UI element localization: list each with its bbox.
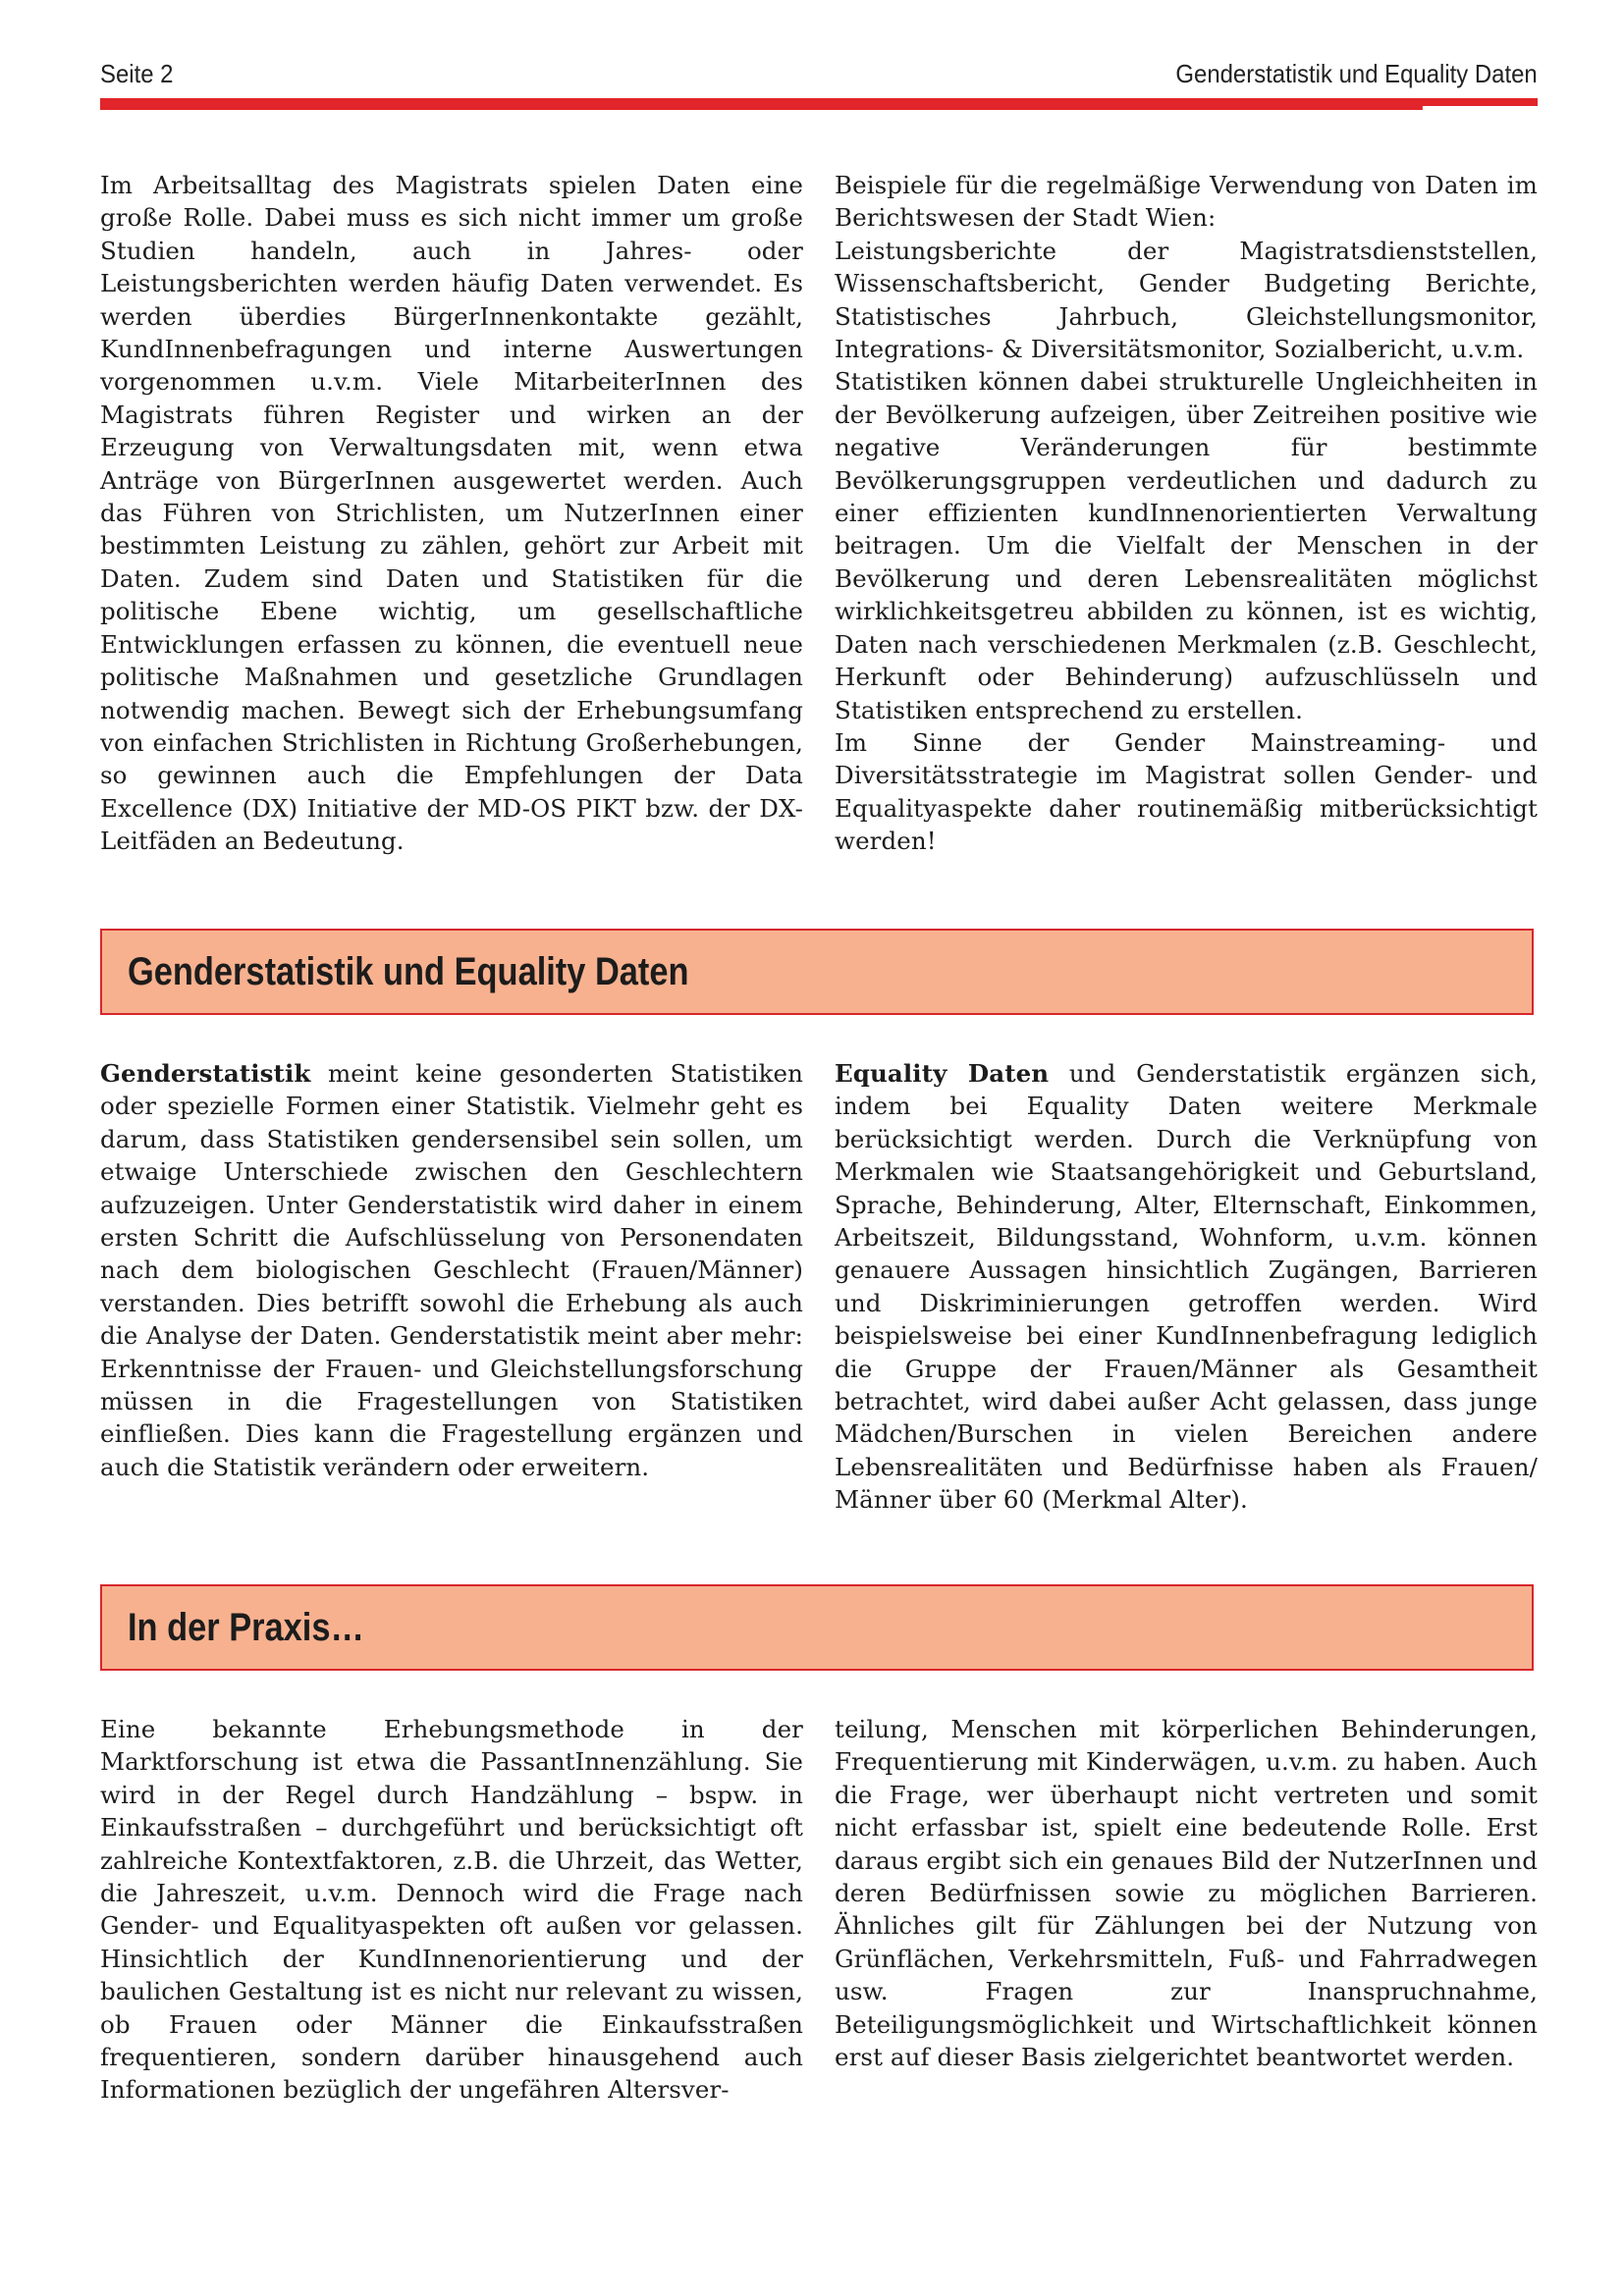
section2-columns [100, 1713, 1538, 2107]
intro-left-column [100, 169, 803, 858]
header-rule [100, 98, 1538, 106]
section-heading: Genderstatistik und Equality Daten [128, 950, 689, 993]
term-genderstatistik: Genderstatistik [100, 1059, 311, 1088]
section1-right-text: und Genderstatistik ergänzen sich, indem bei Equality Daten weitere Merkmale berücksichtigt werden. Durch die Verknüpfung von Merkmalen wie Staatsangehörigkeit und Geburtsland, Sprache, Behinderung, Alter, Elternschaft, Einkommen, Arbeitszeit, Bildungsstand, Wohnform, u.v.m. können genauere Aussagen hinsichtlich Zugängen, Barrieren und Diskriminierungen getroffen werden. Wird beispielsweise bei einer KundInnenbefragung lediglich die Gruppe der Frauen/Männer als Gesamtheit betrachtet, wird dabei außer Acht gelassen, dass junge Mädchen/Burschen in vielen Bereichen andere Lebensrealitäten und Bedürfnisse haben als Frauen/ Männer über 60 (Merkmal Alter). [835, 1059, 1538, 1515]
section2-left-column [100, 1713, 803, 2107]
section-heading: In der Praxis… [128, 1606, 364, 1649]
section1-right-paragraph [835, 1057, 1538, 1517]
intro-columns [100, 169, 1538, 858]
section1-right-column [835, 1057, 1538, 1517]
section1-left-paragraph [100, 1057, 803, 1483]
running-title: Genderstatistik und Equality Daten [1175, 59, 1538, 88]
intro-right-paragraph-3: Statistiken können dabei strukturelle Ungleichheiten in der Bevölkerung aufzeigen, über Zeitreihen positive wie negative Veränderungen für bestimmte Bevölkerungsgruppen verdeutlichen und dadurch zu einer effizienten kundInnenorientierten Verwaltung beitragen. Um die Vielfalt der Menschen in der Bevölkerung und deren Lebensrealitäten möglichst wirklichkeitsgetreu abbilden zu können, ist es wichtig, Daten nach verschiedenen Merkmalen (z.B. Geschlecht, Herkunft oder Behinderung) aufzuschlüsseln und Statistiken entsprechend zu erstellen. [835, 367, 1538, 724]
section2-right-paragraph: teilung, Menschen mit körperlichen Behinderungen, Frequentierung mit Kinderwägen, u.v.m. zu haben. Auch die Frage, wer überhaupt nicht vertreten und somit nicht erfassbar ist, spielt eine bedeutende Rolle. Erst daraus ergibt sich ein genaues Bild der NutzerInnen und deren Bedürfnissen sowie zu möglichen Barrieren. Ähnliches gilt für Zählungen bei der Nutzung von Grünflächen, Verkehrsmitteln, Fuß- und Fahrradwegen usw. Fragen zur Inanspruchnahme, Beteiligungsmöglichkeit und Wirtschaftlichkeit können erst auf dieser Basis zielgerichtet beantwortet werden. [835, 1715, 1538, 2072]
intro-right-paragraph-4: Im Sinne der Gender Mainstreaming- und Diversitätsstrategie im Magistrat sollen Gender- und Equalityaspekte daher routinemäßig mitberücksichtigt werden! [835, 727, 1538, 856]
intro-left-paragraph: Im Arbeitsalltag des Magistrats spielen Daten eine große Rolle. Dabei muss es sich nicht immer um große Studien handeln, auch in Jahres- oder Leistungsberichten werden häufig Daten verwendet. Es werden überdies BürgerInnenkontakte gezählt, KundInnenbefragungen und interne Auswertungen vorgenommen u.v.m. Viele MitarbeiterInnen des Magistrats führen Register und wirken an der Erzeugung von Verwaltungsdaten mit, wenn etwa Anträge von BürgerInnen ausgewertet werden. Auch das Führen von Strichlisten, um NutzerInnen einer bestimmten Leistung zu zählen, gehört zur Arbeit mit Daten. Zudem sind Daten und Statistiken für die politische Ebene wichtig, um gesellschaftliche Entwicklungen erfassen zu können, die eventuell neue politische Maßnahmen und gesetzliche Grundlagen notwendig machen. Bewegt sich der Erhebungsumfang von einfachen Strichlisten in Richtung Großerhebungen, so gewinnen auch die Empfehlungen der Data Excellence (DX) Initiative der MD-OS PIKT bzw. der DX-Leitfäden an Bedeutung. [100, 171, 803, 856]
section-heading-box-genderstatistik [100, 929, 1534, 1015]
section2-right-column [835, 1713, 1538, 2107]
intro-right-paragraph-1: Beispiele für die regelmäßige Verwendung von Daten im Berichtswesen der Stadt Wien: [835, 171, 1538, 233]
intro-right-paragraph-2: Leistungsberichte der Magistratsdienststellen, Wissenschaftsbericht, Gender Budgeting Berichte, Statistisches Jahrbuch, Gleichstellungsmonitor, Integrations- & Diversitätsmonitor, Sozialbericht, u.v.m. [835, 236, 1538, 364]
page-number: Seite 2 [100, 59, 174, 88]
intro-right-column [835, 169, 1538, 858]
section1-left-text: meint keine gesonderten Statistiken oder spezielle Formen einer Statistik. Vielmehr geht es darum, dass Statistiken gendersensibel sein sollen, um etwaige Unterschiede zwischen den Geschlechtern aufzuzeigen. Unter Genderstatistik wird daher in einem ersten Schritt die Aufschlüsselung von Personendaten nach dem biologischen Geschlecht (Frauen/Männer) verstanden. Dies betrifft sowohl die Erhebung als auch die Analyse der Daten. Genderstatistik meint aber mehr: Erkenntnisse der Frauen- und Gleichstellungsforschung müssen in die Fragestellungen von Statistiken einfließen. Dies kann die Fragestellung ergänzen und auch die Statistik verändern oder erweitern. [100, 1059, 803, 1481]
section1-left-column [100, 1057, 803, 1517]
term-equality-daten: Equality Daten [835, 1059, 1050, 1088]
section-heading-box-praxis [100, 1584, 1534, 1671]
section1-columns [100, 1057, 1538, 1517]
section2-left-paragraph: Eine bekannte Erhebungsmethode in der Marktforschung ist etwa die PassantInnenzählung. Sie wird in der Regel durch Handzählung – bspw. in Einkaufsstraßen – durchgeführt und berücksichtigt oft zahlreiche Kontextfaktoren, z.B. die Uhrzeit, das Wetter, die Jahreszeit, u.v.m. Dennoch wird die Frage nach Gender- und Equalityaspekten oft außen vor gelassen. Hinsichtlich der KundInnenorientierung und der baulichen Gestaltung ist es nicht nur relevant zu wissen, ob Frauen oder Männer die Einkaufsstraßen frequentieren, sondern darüber hinausgehend auch Informationen bezüglich der ungefähren Altersver- [100, 1715, 803, 2105]
